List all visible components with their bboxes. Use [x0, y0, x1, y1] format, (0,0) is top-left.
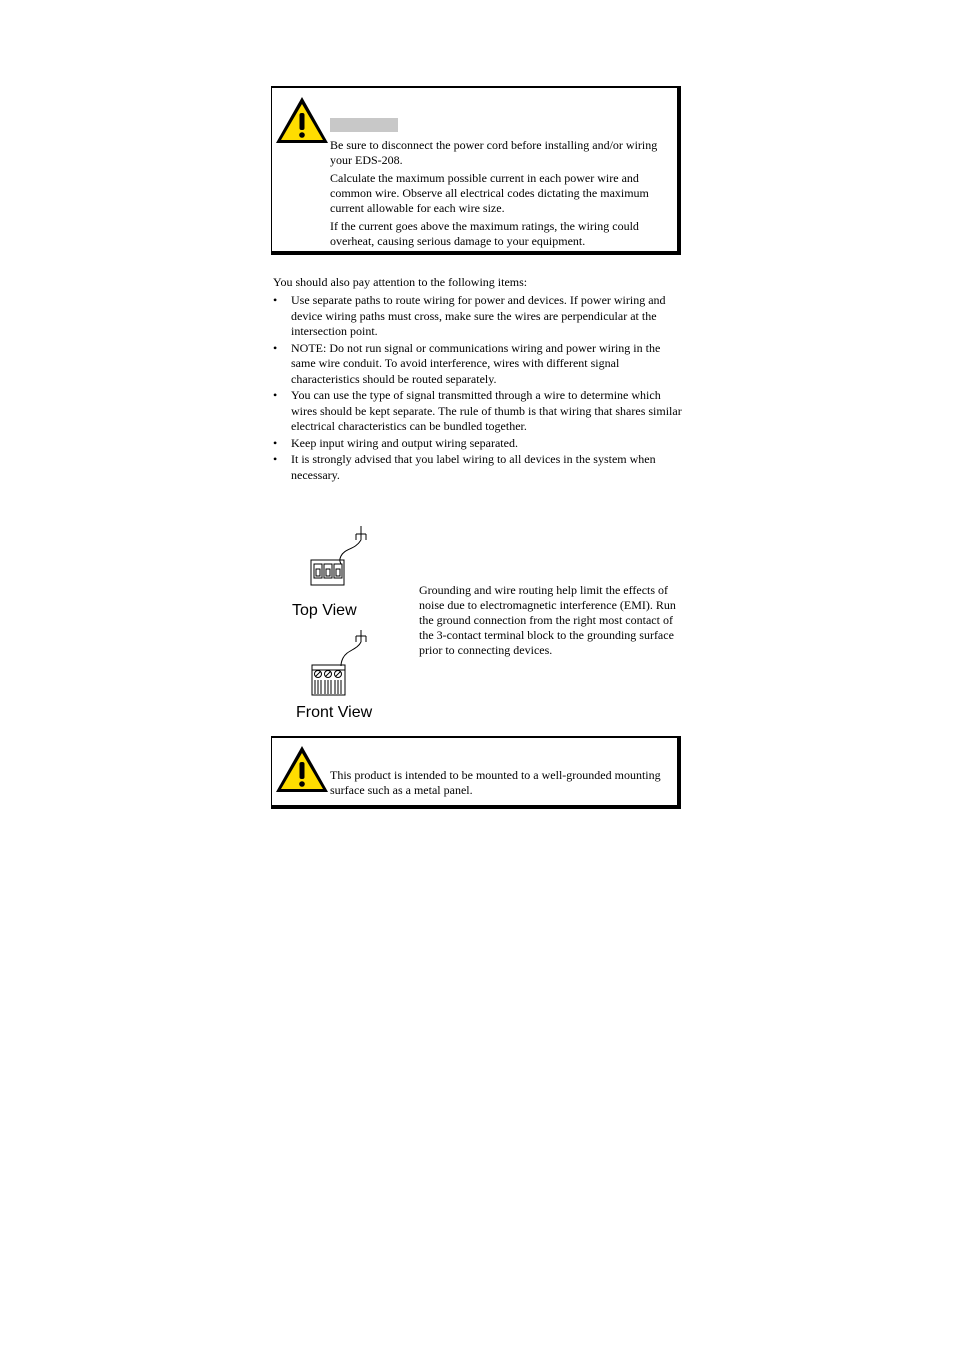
warning-box-grounding	[271, 736, 681, 809]
grounding-description: Grounding and wire routing help limit the effects of noise due to electromagnetic interference (EMI). Run the ground connection from the right most contact of the 3-contact terminal block to the grounding surface prior to connecting devices.	[419, 583, 676, 657]
intro-text: You should also pay attention to the following items:	[273, 275, 528, 289]
top-view-label: Top View	[292, 602, 357, 619]
warning-triangle-icon	[274, 95, 330, 145]
warning-box-power	[271, 86, 681, 255]
bullet-icon: •	[273, 435, 278, 450]
warning-paragraph: Be sure to disconnect the power cord before installing and/or wiring your EDS-208.	[330, 138, 658, 167]
bullet-icon: •	[273, 388, 278, 402]
list-item: • You can use the type of signal transmitted through a wire to determine which wires should be kept separate. The rule of thumb is that wiring that shares similar electrical characteristics can be bundled together.	[273, 388, 682, 433]
bullet-icon: •	[273, 293, 278, 307]
warning-text: This product is intended to be mounted to a well-grounded mounting surface such as a metal panel.	[330, 768, 661, 797]
bullet-icon: •	[273, 452, 278, 466]
warning-text	[330, 138, 670, 252]
front-view-label: Front View	[296, 704, 373, 721]
top-view-drawing	[311, 526, 366, 585]
terminal-block-diagram	[285, 522, 395, 732]
warning-triangle-icon	[274, 744, 330, 794]
front-view-drawing	[312, 630, 366, 695]
list-item: • NOTE: Do not run signal or communications wiring and power wiring in the same wire conduit. To avoid interference, wires with different signal characteristics should be routed separately.	[273, 340, 661, 386]
warning-paragraph: If the current goes above the maximum ratings, the wiring could overheat, causing serious damage to your equipment.	[330, 219, 639, 248]
bullet-icon: •	[273, 340, 278, 355]
wiring-guidelines-list	[273, 293, 683, 484]
list-item: • Use separate paths to route wiring for power and devices. If power wiring and device wiring paths must cross, make sure the wires are perpendicular at the intersection point.	[273, 293, 666, 338]
warning-heading-bar	[330, 118, 398, 132]
warning-paragraph: Calculate the maximum possible current in each power wire and common wire. Observe all electrical codes dictating the maximum current allowable for each wire size.	[330, 171, 649, 215]
list-item: • Keep input wiring and output wiring separated.	[273, 435, 518, 450]
list-item: • It is strongly advised that you label wiring to all devices in the system when necessary.	[273, 452, 656, 482]
